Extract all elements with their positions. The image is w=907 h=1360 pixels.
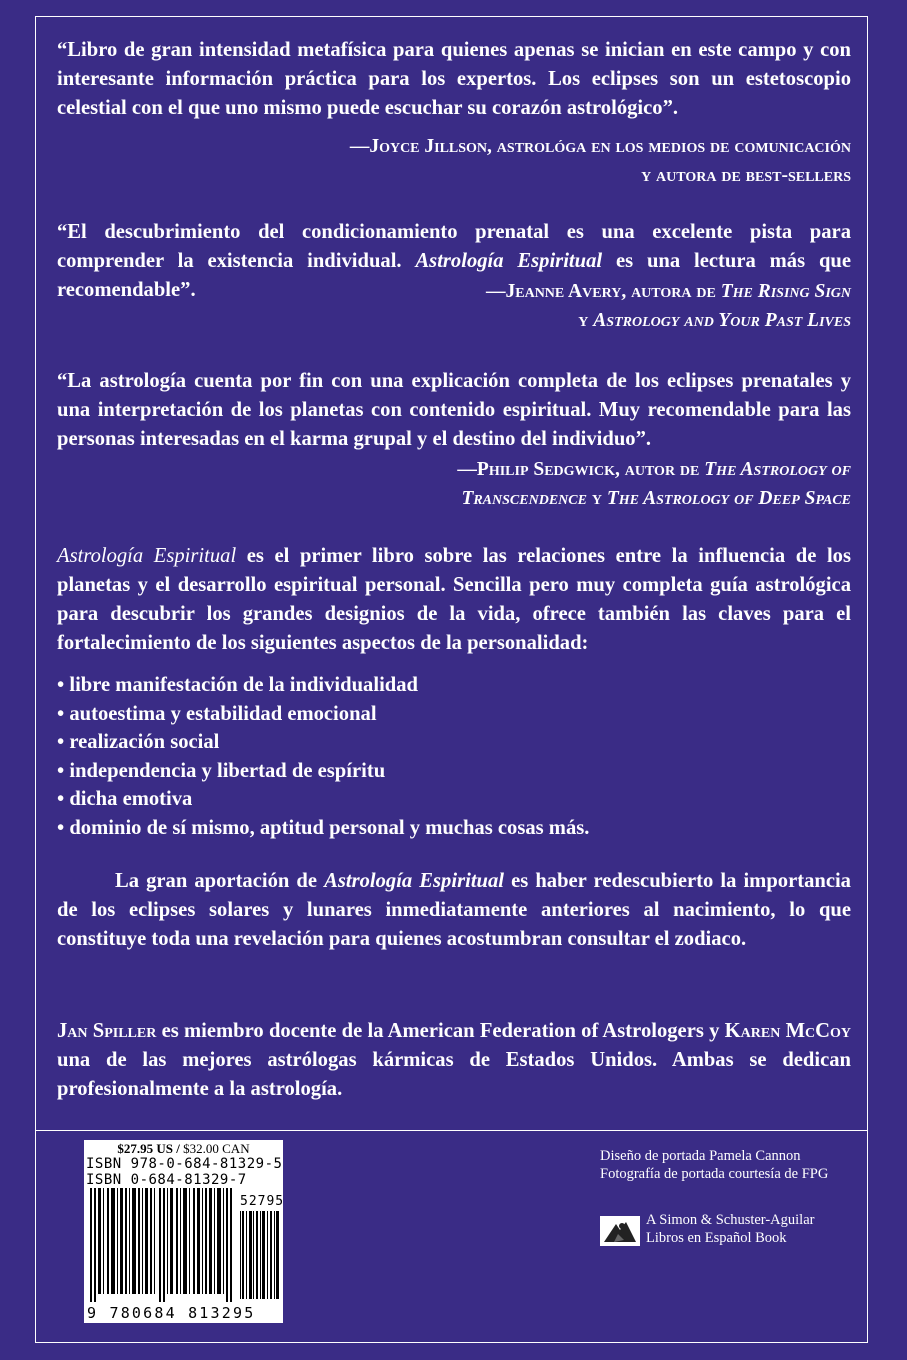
cover-design-credit: Diseño de portada Pamela Cannon (600, 1148, 801, 1164)
book-title: Astrología Espiritual (324, 870, 505, 892)
barcode (84, 1140, 283, 1323)
quote-3-text: “La astrología cuenta por fin con una explicación completa de los eclipses prenatales y una interpretación de los planetas con contenido espiritual. Muy recomendable para las personas interesadas en el karma grupal y el destino del individuo”. (57, 370, 851, 450)
isbn-13: ISBN 978-0-684-81329-5 (86, 1156, 283, 1172)
publisher-line1: A Simon & Schuster-Aguilar (646, 1212, 815, 1228)
list-item: • realización social (57, 731, 220, 754)
cover-photo-credit: Fotografía de portada courtesía de FPG (600, 1166, 829, 1182)
quote-2-attribution-line2: y Astrology and Your Past Lives (578, 310, 851, 331)
addon-price-code: 52795 (240, 1194, 285, 1209)
benefits-list (57, 671, 589, 843)
author-name: Jan Spiller (57, 1020, 157, 1042)
list-item: • dominio de sí mismo, aptitud personal y muchas cosas más. (57, 816, 590, 839)
price: $27.95 US / $32.00 CAN (117, 1141, 250, 1156)
section-divider (35, 1130, 868, 1131)
quote-1-attribution-line2: y autora de best-sellers (641, 165, 851, 186)
cover-credits (600, 1147, 828, 1183)
book-description: Astrología Espiritual es el primer libro sobre las relaciones entre la influencia de los planetas y el desarrollo espiritual personal. Sencilla pero muy completa guía astrológica para descubrir los grandes designios de la vida, ofrece también las claves para el fortalecimiento de los siguientes aspectos de la personalidad: (57, 545, 851, 654)
isbn-10: ISBN 0-684-81329-7 (86, 1172, 247, 1188)
list-item: • libre manifestación de la individualidad (57, 674, 418, 696)
list-item: • dicha emotiva (57, 788, 193, 811)
contribution-paragraph: La gran aportación de Astrología Espiritual es haber redescubierto la importancia de los eclipses solares y lunares inmediatamente anteriores al nacimiento, lo que constituye toda una revelación para quienes acostumbran consultar el zodiaco. (57, 870, 851, 950)
authors-paragraph: Jan Spiller es miembro docente de la American Federation of Astrologers y Karen McCoy una de las mejores astrólogas kármicas de Estados Unidos. Ambas se dedican profesionalmente a la astrología. (57, 1020, 852, 1100)
quote-1-text: “Libro de gran intensidad metafísica para quienes apenas se inician en este campo y con interesante información práctica para los expertos. Los eclipses son un estetoscopio celestial con el que uno mismo puede escuchar su corazón astrológico”. (57, 39, 851, 119)
quote-1-attribution-line1: —Joyce Jillson, astrológa en los medios de comunicación (349, 136, 851, 157)
book-title: Astrología Espiritual (415, 250, 603, 272)
list-item: • autoestima y estabilidad emocional (57, 702, 377, 725)
ean-number: 9 780684 813295 (87, 1304, 256, 1322)
list-item: • independencia y libertad de espíritu (57, 759, 386, 782)
ean-barcode-bars (90, 1188, 236, 1302)
author-name: Karen McCoy (724, 1020, 852, 1042)
quote-3-attribution-line2: Transcendence y The Astrology of Deep Space (461, 488, 851, 509)
book-title: Astrología Espiritual (57, 545, 237, 567)
addon-barcode-bars (240, 1211, 280, 1299)
publisher-logo-icon (600, 1216, 640, 1246)
quote-3-attribution-line1: —Philip Sedgwick, autor de The Astrology of (457, 459, 851, 480)
quote-2-text: “El descubrimiento del condicionamiento prenatal es una excelente pista para comprender la existencia individual. Astrología Espiritual es una lectura más que recomendable”. (57, 221, 851, 301)
quote-2-attribution-line1: —Jeanne Avery, autora de The Rising Sign (486, 281, 851, 302)
publisher-line2: Libros en Español Book (646, 1230, 787, 1246)
publisher-info (646, 1211, 814, 1247)
